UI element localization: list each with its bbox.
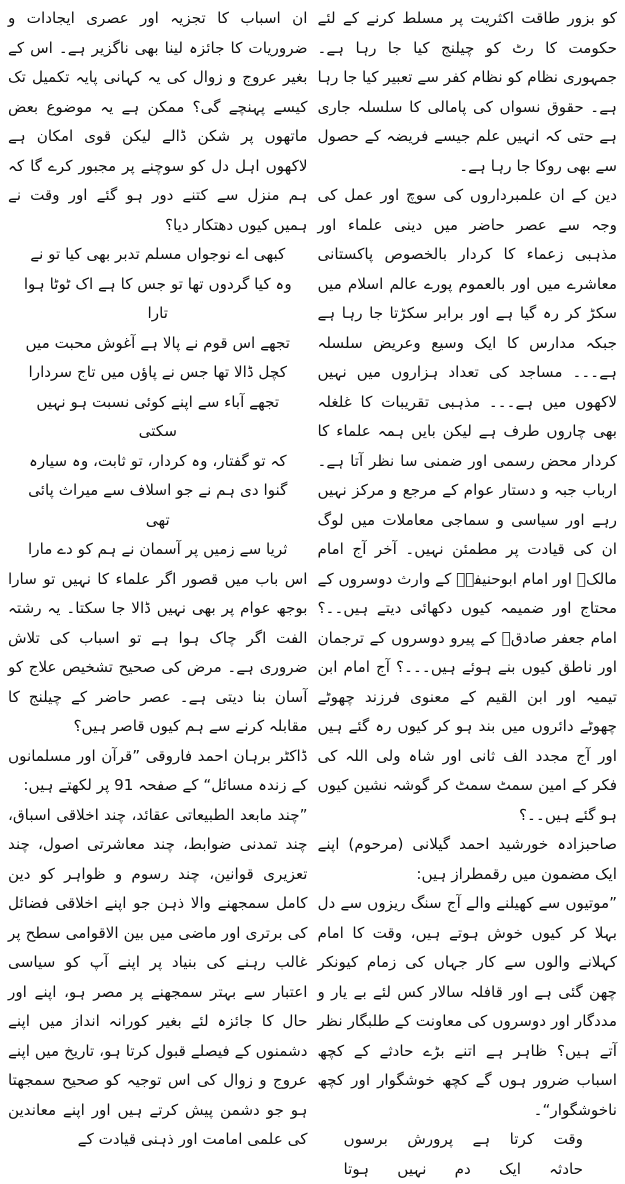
verse-line: وہ کیا گردوں تھا تو جس کا ہے اک ٹوٹا ہوا تارا: [8, 270, 308, 329]
paragraph: دین کے ان علمبرداروں کی سوچ اور عمل کی وجہ سے عصر حاضر میں دینی علماء اور مذہبی زعماء کا کردار بالخصوص پاکستانی معاشرے میں اور بالعموم پورے عالم اسلام میں سکڑ کر رہ گیا ہے اور برابر سکڑتا جا رہا ہے جبکہ مدارس کا ایک وسیع وعریض سلسلہ ہے۔۔۔ مساجد کی تعداد ہزاروں میں نہیں لاکھوں میں ہے۔۔۔ مذہبی تقریبات کا غلغلہ بھی چاروں طرف ہے لیکن بایں ہمہ علماء کا کردار محض رسمی اور ضمنی سا نظر آتا ہے۔ ارباب جبہ و دستار عوام کے مرجع و مرکز نہیں رہے اور سیاسی و سماجی معاملات میں لوگ ان کی قیادت پر مطمئن نہیں۔ آخر آج امام مالکؒ اور امام ابوحنیفہؒ کے وارث دوسروں کے محتاج اور ضمیمہ کیوں دکھائی دیتے ہیں۔۔؟ امام جعفر صادقؒ کے پیرو دوسروں کے ترجمان اور ناطق کیوں بنے ہوئے ہیں۔۔۔؟ آج امام ابن تیمیہ اور ابن القیم کے معنوی فرزند چھوٹے چھوٹے دائروں میں بند ہو کر کیوں رہ گئے ہیں اور آج مجدد الف ثانی اور شاہ ولی اللہ کی فکر کے امین سمٹ سمٹ کر گوشہ نشین کیوں ہو گئے ہیں۔۔؟: [318, 181, 618, 830]
block-quote: ”چند مابعد الطبیعاتی عقائد، چند اخلاقی اسباق، چند تمدنی ضوابط، چند معاشرتی اصول، چند تعزیری قوانین، چند رسوم و ظواہر کو دین کامل سمجھنے والا ذہن جو اپنے اخلاقی فضائل کی برتری اور ماضی میں بین الاقوامی سطح پر غالب رہنے کی بنیاد پر اپنے آپ کو سیاسی اعتبار سے بہتر سمجھنے پر مصر ہو، اپنے اور حال کا جائزہ لئے بغیر کورانہ انداز میں اپنے دشمنوں کے فیصلے قبول کرتا ہو، تاریخ میں اپنے عروج و زوال کی اس توجیہ کو صحیح سمجھتا ہو جو دشمن پیش کرتے ہیں اور اپنے معاندین کی علمی امامت اور ذہنی قیادت کے: [8, 801, 308, 1155]
poem-word: ہوتا: [344, 1155, 370, 1184]
verse-line: کہ تو گفتار، وہ کردار، تو ثابت، وہ سیارہ: [8, 447, 308, 477]
paragraph: ان اسباب کا تجزیہ اور عصری ایجادات و ضروریات کا جائزہ لینا بھی ناگزیر ہے۔ اس کے بغیر عروج و زوال کی یہ کہانی پایہ تکمیل تک کیسے پہنچے گی؟ ممکن ہے یہ موضوع بعض ماتھوں پر شکن ڈالے لیکن قوی امکان ہے لاکھوں اہل دل کو سوچنے پر مجبور کرے گا کہ ہم منزل سے کتنے دور ہو گئے اور وقت نے ہمیں کیوں دھتکار دیا؟: [8, 4, 308, 240]
paragraph: اس باب میں قصور اگر علماء کا نہیں تو سارا بوجھ عوام پر بھی نہیں ڈالا جا سکتا۔ یہ رشتہ الفت اگر چاک ہوا ہے تو اسباب کی تلاش ضروری ہے۔ مرض کی صحیح تشخیص علاج کو آسان بنا دیتی ہے۔ عصر حاضر کے چیلنج کا مقابلہ کرنے سے ہم کیوں قاصر ہیں؟: [8, 565, 308, 742]
poem-line-2: [318, 1155, 618, 1184]
poem-word: نہیں: [397, 1155, 426, 1184]
left-column: [8, 4, 308, 983]
poem-word: دم: [455, 1155, 471, 1184]
verse-line: تجھے آباء سے اپنے کوئی نسبت ہو نہیں سکتی: [8, 388, 308, 447]
verse-line: ثریا سے زمیں پر آسمان نے ہم کو دے مارا: [8, 535, 308, 565]
poem-word: ایک: [499, 1155, 521, 1184]
verse-line: گنوا دی ہم نے جو اسلاف سے میراث پائی تھی: [8, 476, 308, 535]
poem-word: برسوں: [344, 1125, 388, 1155]
paragraph: ڈاکٹر برہان احمد فاروقی ”قرآن اور مسلمانوں کے زندہ مسائل“ کے صفحہ 91 پر لکھتے ہیں:: [8, 742, 308, 801]
verse-line: تجھے اس قوم نے پالا ہے آغوش محبت میں: [8, 329, 308, 359]
verse-line: کبھی اے نوجواں مسلم تدبر بھی کیا تو نے: [8, 240, 308, 270]
block-quote: ”موتیوں سے کھیلنے والے آج سنگ ریزوں سے دل بہلا کر کیوں خوش ہوتے ہیں، وقت کا امام کہلانے والوں سے کار جہاں کی زمام کیونکر چھن گئی ہے اور قافلہ سالار کس لئے بے یار و مددگار اور دوسروں کی معاونت کے طلبگار نظر آتے ہیں؟ ظاہر ہے اتنے بڑے حادثے کے کچھ اسباب ضرور ہوں گے کچھ خوشگوار اور کچھ ناخوشگوار“۔: [318, 889, 618, 1125]
poem-word: کرتا: [510, 1125, 534, 1155]
verse-line: کچل ڈالا تھا جس نے پاؤں میں تاج سردارا: [8, 358, 308, 388]
poem-word: وقت: [553, 1125, 583, 1155]
poem-word: حادثہ: [549, 1155, 583, 1184]
poem-word: ہے: [472, 1125, 490, 1155]
paragraph: صاحبزادہ خورشید احمد گیلانی (مرحوم) اپنے ایک مضمون میں رقمطراز ہیں:: [318, 830, 618, 889]
paragraph: کو بزور طاقت اکثریت پر مسلط کرنے کے لئے حکومت کا رٹ کو چیلنج کیا جا رہا ہے۔ جمہوری نظام کو نظام کفر سے تعبیر کیا جا رہا ہے۔ حقوق نسواں کی پامالی کا سلسلہ جاری ہے حتی کہ انہیں علم جیسے فریضہ کے حصول سے بھی روکا جا رہا ہے۔: [318, 4, 618, 181]
poem-line-1: [318, 1125, 618, 1155]
poem-word: پرورش: [407, 1125, 453, 1155]
right-column: [318, 4, 618, 983]
